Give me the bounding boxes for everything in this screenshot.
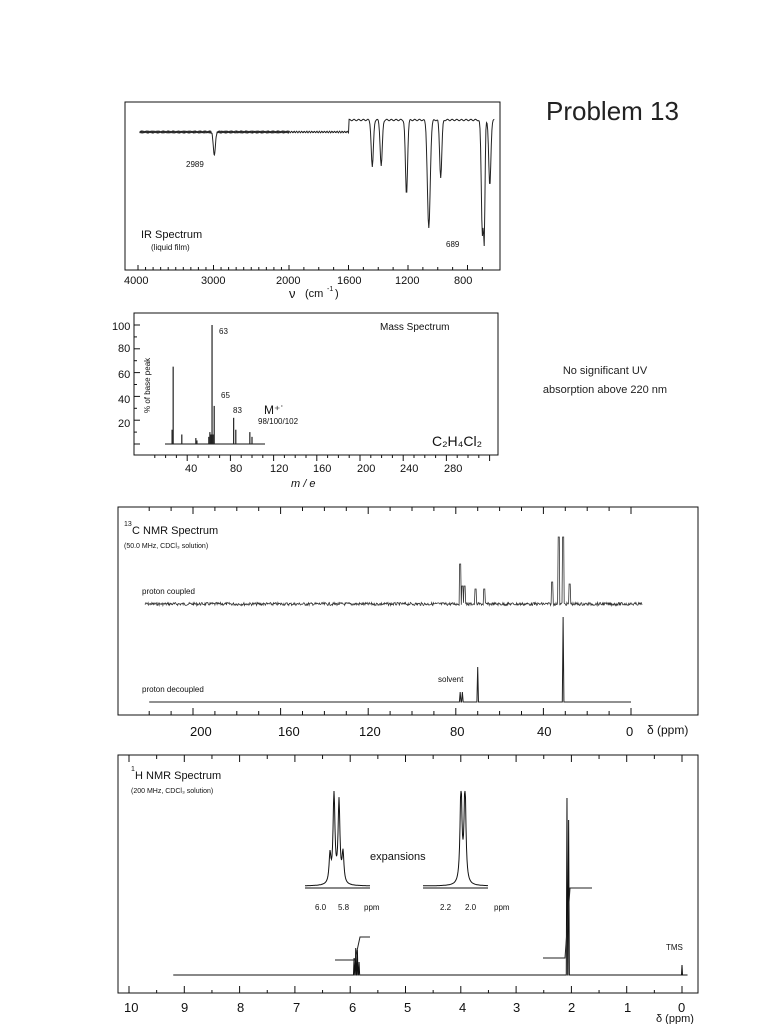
h1-label-sup: 1 [131,766,135,773]
h1-integral-1 [335,937,370,960]
h1-xtick-8: 8 [237,1000,245,1015]
ms-mplus: M⁺˙ [264,403,285,417]
ms-xtick-280: 280 [444,463,463,475]
ms-xtick-240: 240 [400,463,419,475]
h1-exp1-trace [305,791,370,886]
ms-ytick-80: 80 [118,343,131,355]
h1-exp2-tick-2.2: 2.2 [440,903,452,912]
h1-xtick-5: 5 [404,1000,412,1015]
h1-xtick-10: 10 [124,1000,139,1015]
h1-exp2-tick-2.0: 2.0 [465,903,477,912]
h1-xtick-6: 6 [349,1000,357,1015]
h1-trace [173,798,687,975]
ms-xtick-160: 160 [313,463,332,475]
ms-formula: C₂H₄Cl₂ [432,433,483,449]
ms-mplus-values: 98/100/102 [258,417,299,426]
c13-xtick-0: 0 [626,724,634,739]
ms-ytick-40: 40 [118,394,131,406]
ir-xtick-1600: 1600 [337,275,362,287]
ir-xlabel-exp: -1 [327,286,334,293]
ms-ylabel: % of base peak [143,357,152,413]
h1-tms-label: TMS [666,943,683,952]
c13-label: C NMR Spectrum [132,525,219,537]
c13-xtick-120: 120 [359,724,381,739]
ir-sublabel: (liquid film) [151,243,190,252]
uv-note-line1: No significant UV [562,365,648,377]
problem-title: Problem 13 [546,96,679,126]
ms-peak-label-83: 83 [233,406,242,415]
h1-xtick-2: 2 [568,1000,576,1015]
ms-xtick-80: 80 [230,463,243,475]
h1-xtick-1: 1 [624,1000,632,1015]
ir-xlabel-close: ) [335,288,339,300]
c13-xlabel: δ (ppm) [647,723,689,737]
h1-xtick-3: 3 [513,1000,521,1015]
c13-xtick-40: 40 [537,724,552,739]
ms-ytick-20: 20 [118,418,131,430]
h1-exp1-tick-5.8: 5.8 [338,903,350,912]
ms-xtick-40: 40 [185,463,198,475]
ir-xlabel-unit: (cm [305,288,324,300]
c13-xtick-160: 160 [278,724,300,739]
ms-peak-label-65: 65 [221,391,230,400]
ir-label: IR Spectrum [141,229,203,241]
c13-sublabel: (50.0 MHz, CDCl₃ solution) [124,543,209,550]
ms-label: Mass Spectrum [380,322,450,333]
ir-xtick-1200: 1200 [395,275,420,287]
ms-xtick-120: 120 [270,463,289,475]
ir-xlabel-nu: ν [289,286,296,301]
ir-xtick-2000: 2000 [276,275,301,287]
h1-xtick-0: 0 [678,1000,686,1015]
h1-sublabel: (200 MHz, CDCl₃ solution) [131,788,214,795]
ir-xtick-4000: 4000 [124,275,149,287]
ir-xtick-3000: 3000 [201,275,226,287]
ir-xtick-800: 800 [454,275,473,287]
uv-note-line2: absorption above 220 nm [542,384,668,396]
c13-trace-coupled-label: proton coupled [142,587,195,596]
h1-exp2-unit: ppm [494,903,510,912]
ms-ytick-60: 60 [118,369,131,381]
h1-xtick-7: 7 [293,1000,301,1015]
ir-peak-label-2989: 2989 [186,160,204,169]
c13-xtick-80: 80 [450,724,465,739]
c13-label-sup: 13 [124,521,132,528]
ms-xlabel: m / e [291,478,316,490]
ms-ytick-100: 100 [112,321,131,333]
c13-solvent-label: solvent [438,675,464,684]
h1-expansions-label: expansions [370,851,426,863]
c13-xtick-200: 200 [190,724,212,739]
c13-trace-decoupled-label: proton decoupled [142,685,204,694]
h1-xlabel: δ (ppm) [656,1013,694,1024]
ms-xtick-200: 200 [357,463,376,475]
h1-exp2-trace [423,791,488,886]
ir-peak-label-689: 689 [446,240,460,249]
h1-label: H NMR Spectrum [135,770,222,782]
h1-xtick-4: 4 [459,1000,467,1015]
h1-exp1-tick-6.0: 6.0 [315,903,327,912]
h1-xtick-9: 9 [181,1000,189,1015]
ms-peak-label-63: 63 [219,327,228,336]
h1-exp1-unit: ppm [364,903,380,912]
